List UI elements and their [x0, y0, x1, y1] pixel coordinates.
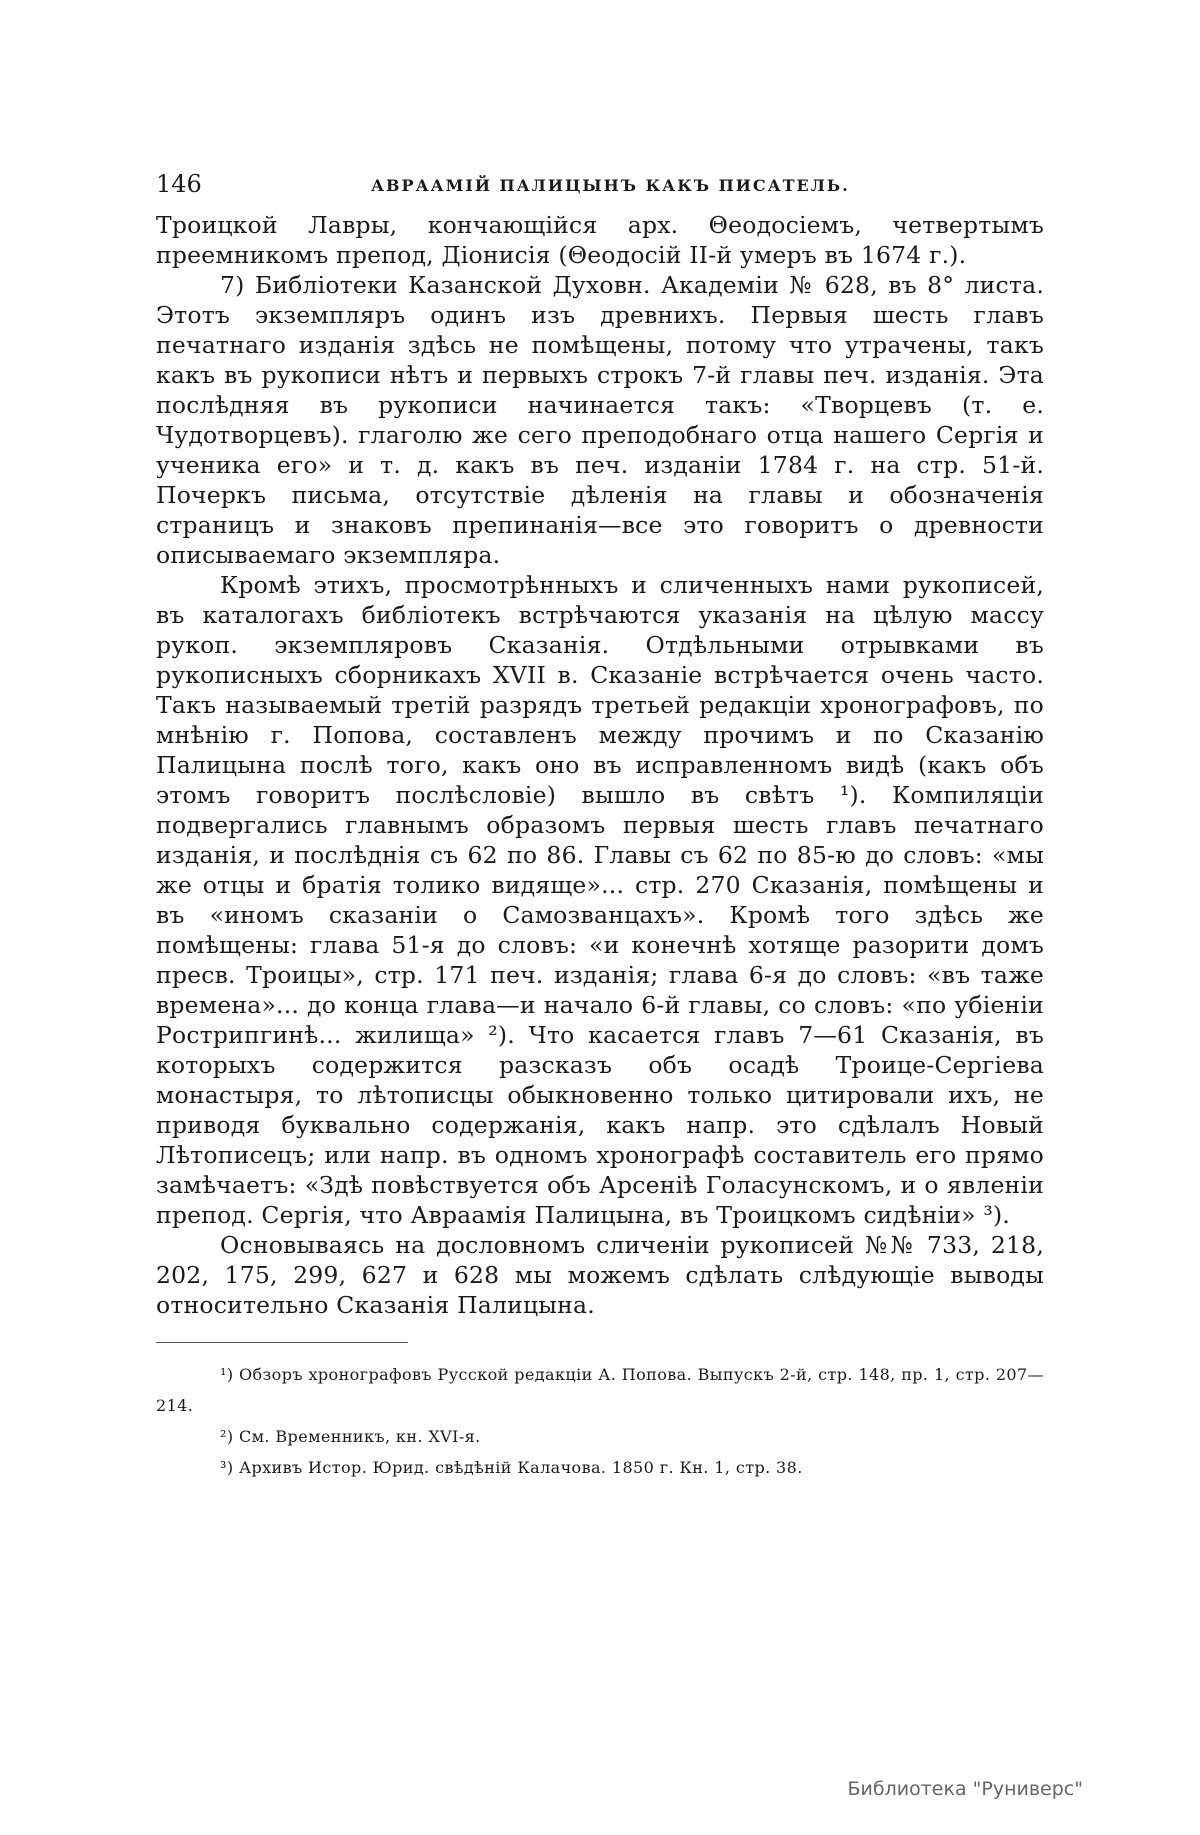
running-head-title: АВРААМІЙ ПАЛИЦЫНЪ КАКЪ ПИСАТЕЛЬ. — [371, 176, 850, 195]
paragraph-1: Троицкой Лавры, кончающійся арх. Θеодосіемъ, четвертымъ преемникомъ препод, Діонисія (Θеодосій II-й умеръ въ 1674 г.). — [156, 211, 1044, 269]
footnote-divider — [156, 1342, 408, 1343]
running-head — [156, 170, 1044, 206]
paragraph-3: Кромѣ этихъ, просмотрѣнныхъ и сличенныхъ нами рукописей, въ каталогахъ библіотекъ встрѣчаются указанія на цѣлую массу рукоп. экземпляровъ Сказанія. Отдѣльными отрывками въ рукописныхъ сборникахъ XVII в. Сказаніе встрѣчается очень часто. Такъ называемый третій разрядъ третьей редакціи хронографовъ, по мнѣнію г. Попова, составленъ между прочимъ и по Сказанію Палицына послѣ того, какъ оно въ исправленномъ видѣ (какъ объ этомъ говоритъ послѣсловіе) вышло въ свѣтъ ¹). Компиляціи подвергались главнымъ образомъ первыя шесть главъ печатнаго изданія, и послѣднія съ 62 по 86. Главы съ 62 по 85-ю до словъ: «мы же отцы и братія толико видяще»... стр. 270 Сказанія, помѣщены и въ «иномъ сказаніи о Самозванцахъ». Кромѣ того здѣсь же помѣщены: глава 51-я до словъ: «и конечнѣ хотяще разорити домъ пресв. Троицы», стр. 171 печ. изданія; глава 6-я до словъ: «въ таже времена»... до конца глава—и начало 6-й главы, со словъ: «по убіеніи Рострипгинѣ... жилища» ²). Что касается главъ 7—61 Сказанія, въ которыхъ содержится разсказъ объ осадѣ Троице-Сергіева монастыря, то лѣтописцы обыкновенно только цитировали ихъ, не приводя буквально содержанія, какъ напр. это сдѣлалъ Новый Лѣтописецъ; или напр. въ одномъ хронографѣ составитель его прямо замѣчаетъ: «Здѣ повѣствуется объ Арсеніѣ Голасунскомъ, и о явленіи препод. Сергія, что Авраамія Палицына, въ Троицкомъ сидѣніи» ³). — [156, 571, 1044, 1229]
library-watermark: Библиотека "Руниверс" — [847, 1778, 1083, 1800]
footnotes — [156, 1359, 1044, 1483]
body-text — [156, 210, 1044, 1320]
footnote-2: ²) См. Временникъ, кн. XVI-я. — [220, 1427, 481, 1446]
footnote-1: ¹) Обзоръ хронографовъ Русской редакціи А. Попова. Выпускъ 2-й, стр. 148, пр. 1, стр. 207—214. — [156, 1365, 1044, 1415]
page-number: 146 — [156, 170, 202, 198]
footnote-3: ³) Архивъ Истор. Юрид. свѣдѣній Калачова. 1850 г. Кн. 1, стр. 38. — [220, 1458, 803, 1477]
book-page — [156, 170, 1044, 1730]
paragraph-4: Основываясь на дословномъ сличеніи рукописей №№ 733, 218, 202, 175, 299, 627 и 628 мы можемъ сдѣлать слѣдующіе выводы относительно Сказанія Палицына. — [156, 1231, 1044, 1319]
paragraph-2: 7) Библіотеки Казанской Духовн. Академіи № 628, въ 8° листа. Этотъ экземпляръ одинъ изъ древнихъ. Первыя шесть главъ печатнаго изданія здѣсь не помѣщены, потому что утрачены, такъ какъ въ рукописи нѣтъ и первыхъ строкъ 7-й главы печ. изданія. Эта послѣдняя въ рукописи начинается такъ: «Творцевъ (т. е. Чудотворцевъ). глаголю же сего преподобнаго отца нашего Сергія и ученика его» и т. д. какъ въ печ. изданіи 1784 г. на стр. 51-й. Почеркъ письма, отсутствіе дѣленія на главы и обозначенія страницъ и знаковъ препинанія—все это говоритъ о древности описываемаго экземпляра. — [156, 271, 1044, 569]
